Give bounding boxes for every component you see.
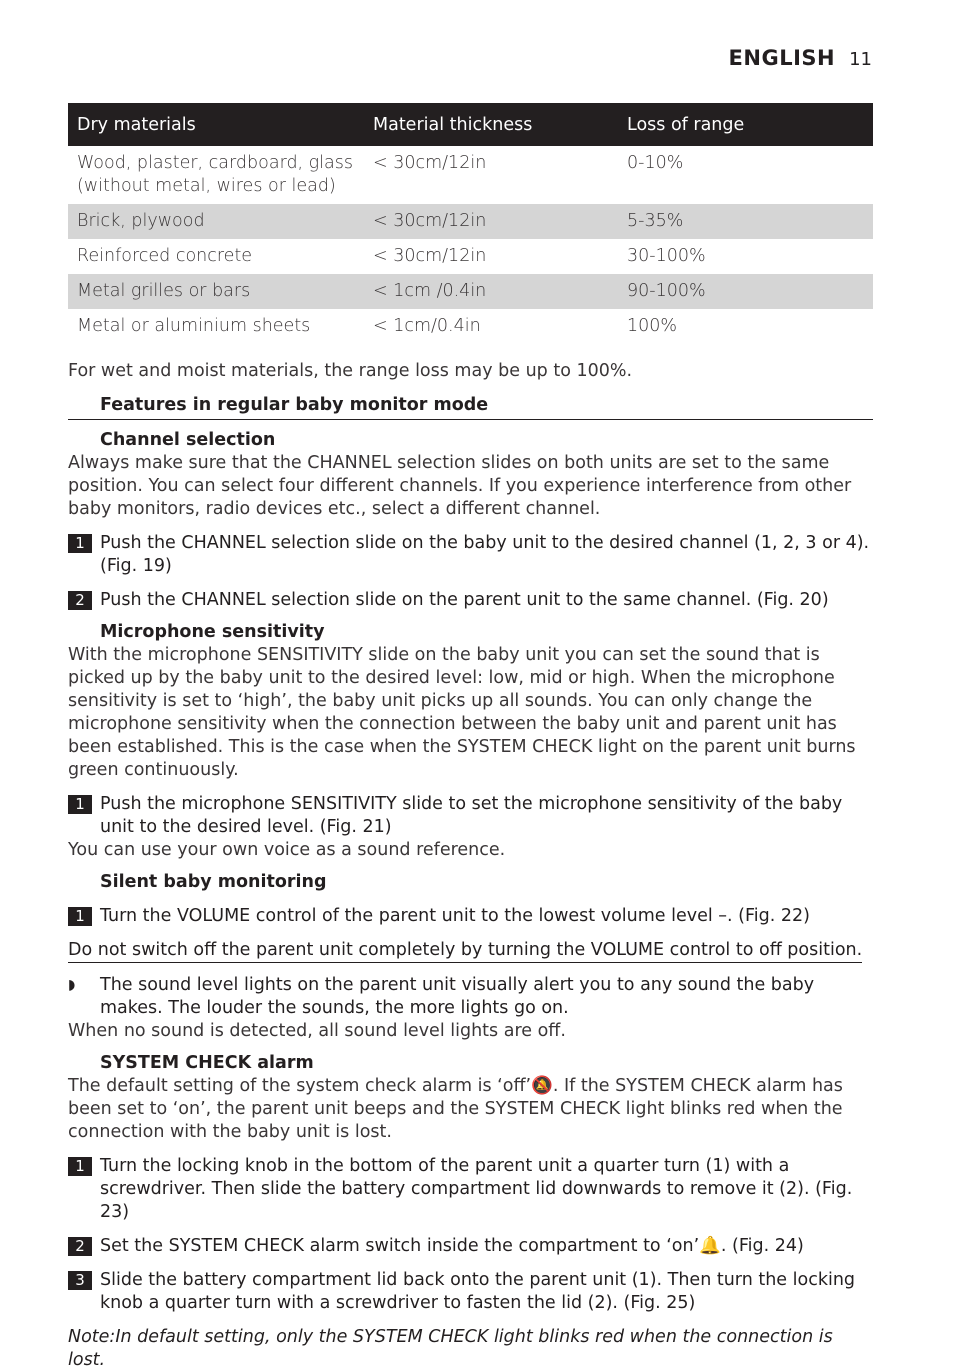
page-content xyxy=(68,103,873,1372)
microphone-sensitivity-heading: Microphone sensitivity xyxy=(100,622,325,642)
step-text: Push the CHANNEL selection slide on the baby unit to the desired channel (1, 2, 3 or 4). (Fig. 19) xyxy=(100,533,870,576)
system-check-alarm-text: The default setting of the system check alarm is ‘off’🔕. If the SYSTEM CHECK alarm has been set to ‘on’, the parent unit beeps and the SYSTEM CHECK light blinks red when the connection with the baby unit is lost. xyxy=(68,1076,843,1142)
step-text: Turn the locking knob in the bottom of the parent unit a quarter turn (1) with a screwdriver. Then slide the battery compartment lid downwards to remove it (2). (Fig. 23) xyxy=(100,1156,853,1222)
table-cell: Brick, plywood xyxy=(68,204,364,239)
table-row xyxy=(68,239,873,274)
step-item xyxy=(68,905,873,928)
step-number: 3 xyxy=(68,1271,92,1290)
step-number: 1 xyxy=(68,907,92,926)
silent-monitoring-heading: Silent baby monitoring xyxy=(100,872,327,892)
microphone-after-text: You can use your own voice as a sound reference. xyxy=(68,840,506,860)
default-setting-note: Note:In default setting, only the SYSTEM CHECK light blinks red when the connection is lost. xyxy=(68,1327,833,1370)
step-number: 1 xyxy=(68,1157,92,1176)
table-row xyxy=(68,204,873,239)
bullet-item xyxy=(68,974,873,1020)
page-header xyxy=(729,46,872,70)
system-check-alarm-heading: SYSTEM CHECK alarm xyxy=(100,1053,314,1073)
step-text: Push the microphone SENSITIVITY slide to set the microphone sensitivity of the baby unit to the desired level. (Fig. 21) xyxy=(100,794,843,837)
step-text: Turn the VOLUME control of the parent unit to the lowest volume level –. (Fig. 22) xyxy=(100,906,810,926)
table-cell: 0-10% xyxy=(627,153,684,173)
table-cell: 30-100% xyxy=(627,246,706,266)
step-item xyxy=(68,589,873,612)
section-title: Features in regular baby monitor mode xyxy=(68,393,873,420)
table-cell: < 1cm /0.4in xyxy=(364,274,618,309)
silent-after-text: When no sound is detected, all sound level lights are off. xyxy=(68,1021,566,1041)
channel-selection-text: Always make sure that the CHANNEL selection slides on both units are set to the same position. You can select four different channels. If you experience interference from other baby monitors, radio devices etc., select a different channel. xyxy=(68,453,852,519)
table-cell: < 30cm/12in xyxy=(373,153,487,173)
materials-table xyxy=(68,103,873,344)
step-item xyxy=(68,793,873,839)
table-row xyxy=(68,309,873,344)
microphone-sensitivity-text: With the microphone SENSITIVITY slide on the baby unit you can set the sound that is picked up by the baby unit to the desired level: low, mid or high. When the microphone sensitivity is set to ‘high’, the baby unit picks up all sounds. You can only change the microphone sensitivity when the connection between the baby unit and parent unit has been established. This is the case when the SYSTEM CHECK light on the parent unit burns green continuously. xyxy=(68,645,856,780)
step-number: 2 xyxy=(68,1237,92,1256)
bullet-text: The sound level lights on the parent unit visually alert you to any sound the baby makes. The louder the sounds, the more lights go on. xyxy=(100,975,815,1018)
table-row xyxy=(68,274,873,309)
step-text: Slide the battery compartment lid back onto the parent unit (1). Then turn the locking knob a quarter turn with a screwdriver to fasten the lid (2). (Fig. 25) xyxy=(100,1270,856,1313)
table-cell: < 1cm/0.4in xyxy=(373,316,481,336)
column-header: Loss of range xyxy=(618,103,873,146)
warning-text: Do not switch off the parent unit completely by turning the VOLUME control to off position. xyxy=(68,939,862,963)
page-number: 11 xyxy=(849,49,872,70)
table-row xyxy=(68,146,873,204)
table-cell: 5-35% xyxy=(618,204,873,239)
step-number: 1 xyxy=(68,795,92,814)
table-cell: 100% xyxy=(627,316,678,336)
step-item xyxy=(68,1155,873,1224)
table-cell: 90-100% xyxy=(618,274,873,309)
channel-selection-heading: Channel selection xyxy=(100,430,276,450)
table-cell: Reinforced concrete xyxy=(77,246,253,266)
table-header-row xyxy=(68,103,873,146)
column-header: Dry materials xyxy=(68,103,364,146)
table-cell: Wood, plaster, cardboard, glass (without metal, wires or lead) xyxy=(77,153,354,196)
table-cell: < 30cm/12in xyxy=(373,246,487,266)
bullet-icon: ◗ xyxy=(68,977,76,993)
language-label: ENGLISH xyxy=(728,46,836,70)
step-number: 2 xyxy=(68,591,92,610)
step-text: Push the CHANNEL selection slide on the parent unit to the same channel. (Fig. 20) xyxy=(100,590,829,610)
step-number: 1 xyxy=(68,534,92,553)
wet-materials-note: For wet and moist materials, the range loss may be up to 100%. xyxy=(68,361,633,381)
table-cell: Metal or aluminium sheets xyxy=(77,316,311,336)
table-cell: Metal grilles or bars xyxy=(68,274,364,309)
step-item xyxy=(68,1235,873,1258)
column-header: Material thickness xyxy=(364,103,618,146)
step-text: Set the SYSTEM CHECK alarm switch inside the compartment to ‘on’🔔. (Fig. 24) xyxy=(100,1236,804,1256)
step-item xyxy=(68,532,873,578)
table-cell: < 30cm/12in xyxy=(364,204,618,239)
step-item xyxy=(68,1269,873,1315)
